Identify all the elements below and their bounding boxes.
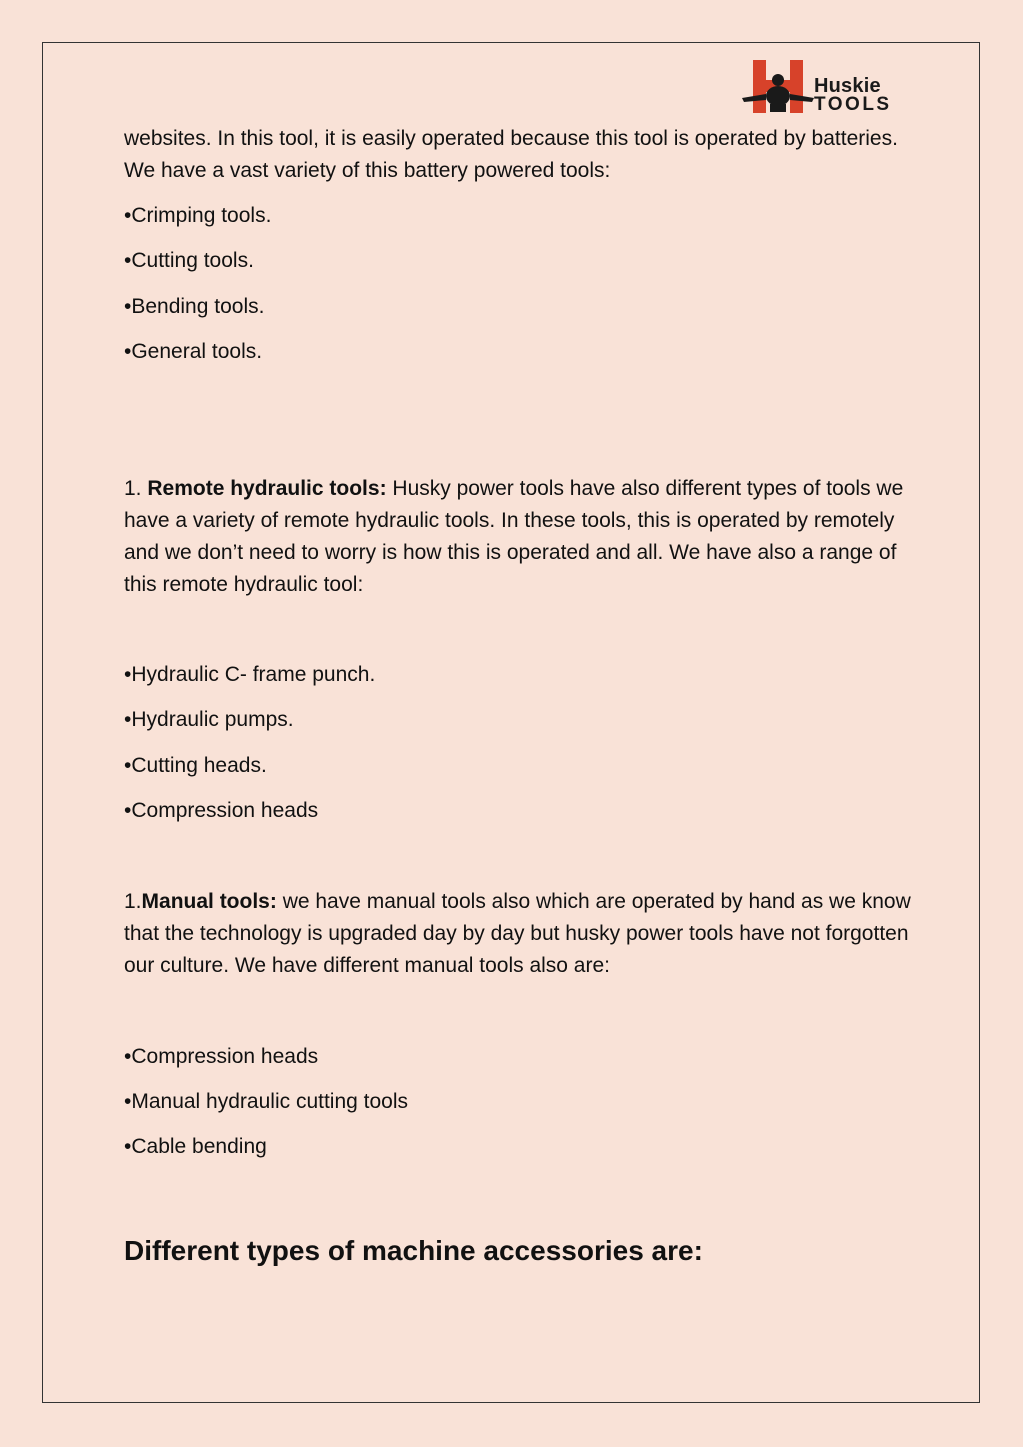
logo-word-huskie: Huskie [814,75,881,97]
remote-body: Husky power tools have also different types of tools we have a variety of remote hydraulic tools. In these tools, this is operated by remotely and we don’t need to worry is how this is operated and all. We have also a range of this remote hydraulic tool: [124,477,904,596]
logo-wordmark [814,76,892,114]
intro-paragraph: websites. In this tool, it is easily operated because this tool is operated by batteries. We have a vast variety of this battery powered tools: [124,127,898,182]
manual-tools-paragraph [124,886,914,982]
manual-body: we have manual tools also which are operated by hand as we know that the technology is upgraded day by day but husky power tools have not forgotten our culture. We have different manual tools also are: [124,890,911,977]
remote-number: 1. [124,477,148,500]
list-item: •Crimping tools. [124,204,272,227]
list-item: •Compression heads [124,1045,319,1068]
list-item: •Manual hydraulic cutting tools [124,1090,409,1113]
remote-title: Remote hydraulic tools: [147,477,387,500]
manual-number: 1. [124,890,142,913]
list-item: •Cutting heads. [124,754,267,777]
list-item: •Bending tools. [124,295,265,318]
list-item: •Hydraulic pumps. [124,708,294,731]
list-item: •Cutting tools. [124,249,254,272]
remote-hydraulic-paragraph [124,473,914,601]
logo-word-tools: TOOLS [814,94,892,115]
list-item: •Cable bending [124,1135,267,1158]
list-item: •General tools. [124,340,263,363]
manual-title: Manual tools: [141,890,277,913]
list-item: •Compression heads [124,799,319,822]
list-item: •Hydraulic C- frame punch. [124,663,376,686]
section-heading: Different types of machine accessories are: [124,1235,703,1266]
